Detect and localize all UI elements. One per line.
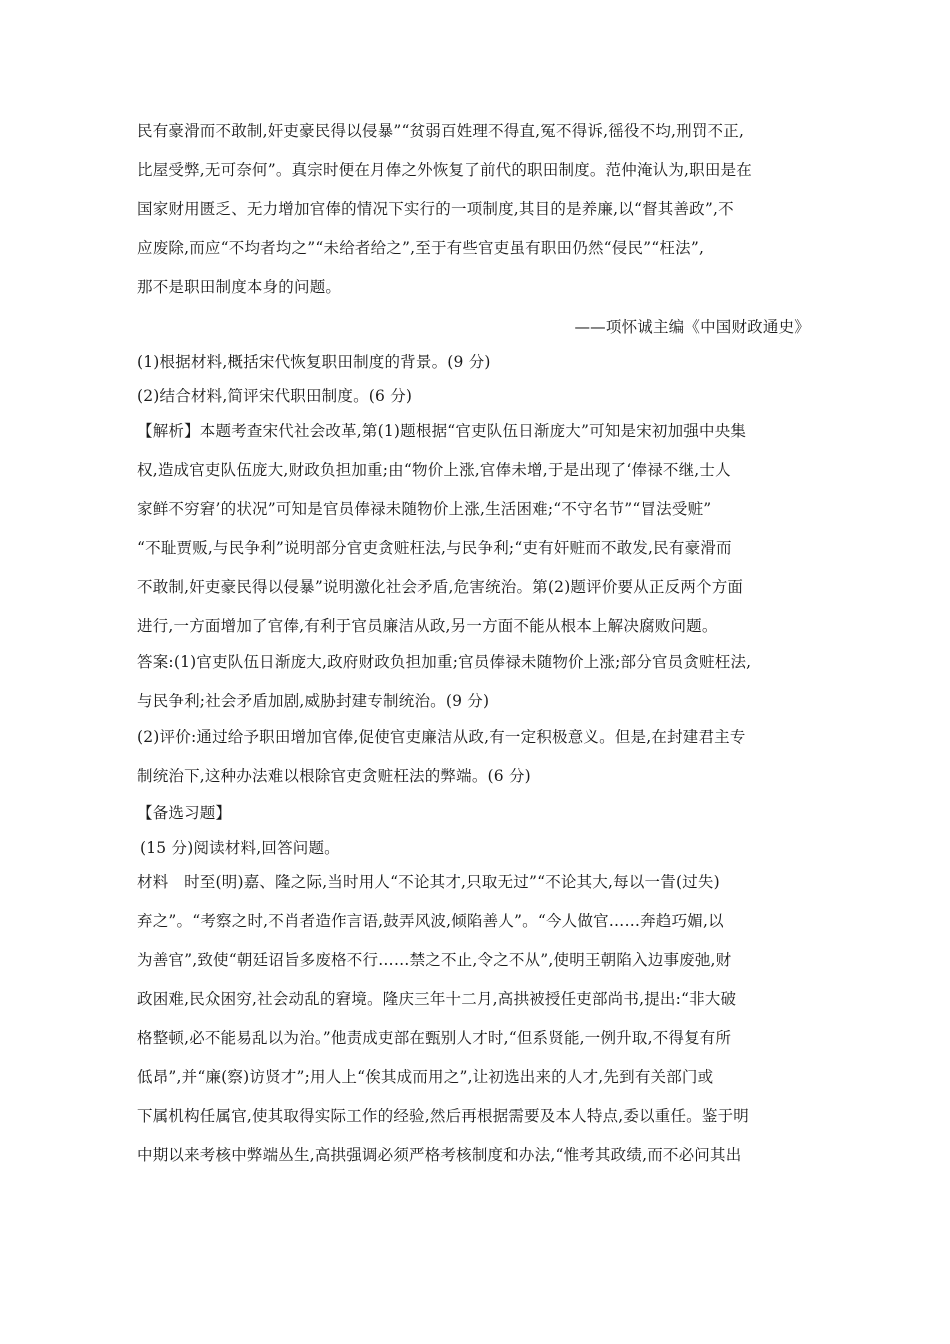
answer-line: 答案:(1)官吏队伍日渐庞大,政府财政负担加重;官员俸禄未随物价上涨;部分官员贪赃枉法, (137, 653, 752, 671)
analysis-line: 权,造成官吏队伍庞大,财政负担加重;由“物价上涨,官俸未增,于是出现了‘俸禄不继,士人 (137, 461, 731, 479)
text-line: 国家财用匮乏、无力增加官俸的情况下实行的一项制度,其目的是养廉,以“督其善政”,不 (137, 200, 734, 218)
source-citation: ——项怀诚主编《中国财政通史》 (574, 318, 810, 336)
material-line: 材料 时至(明)嘉、隆之际,当时用人“不论其才,只取无过”“不论其大,每以一眚(过失) (137, 873, 720, 891)
analysis-line: 不敢制,奸吏豪民得以侵暴”说明激化社会矛盾,危害统治。第(2)题评价要从正反两个方面 (137, 578, 744, 596)
material-line: 格整顿,必不能易乱以为治。”他责成吏部在甄别人才时,“但系贤能,一例升取,不得复有所 (137, 1029, 732, 1047)
analysis-line: 【解析】本题考查宋代社会改革,第(1)题根据“官吏队伍日渐庞大”可知是宋初加强中央集 (137, 422, 747, 440)
text-line: 应废除,而应“不均者均之”“未给者给之”,至于有些官吏虽有职田仍然“侵民”“枉法”, (137, 239, 705, 257)
answer-line: (2)评价:通过给予职田增加官俸,促使官吏廉洁从政,有一定积极意义。但是,在封建君主专 (137, 728, 746, 746)
material-line: 为善官”,致使“朝廷诏旨多废格不行……禁之不止,令之不从”,使明王朝陷入边事废弛,财 (137, 951, 732, 969)
question-2: (2)结合材料,简评宋代职田制度。(6 分) (137, 387, 413, 405)
question-1: (1)根据材料,概括宋代恢复职田制度的背景。(9 分) (137, 353, 491, 371)
material-line: 下属机构任属官,使其取得实际工作的经验,然后再根据需要及本人特点,委以重任。鉴于明 (137, 1107, 749, 1125)
answer-line: 与民争利;社会矛盾加剧,威胁封建专制统治。(9 分) (137, 692, 490, 710)
text-line: 那不是职田制度本身的问题。 (137, 278, 342, 296)
material-line: 政困难,民众困穷,社会动乱的窘境。隆庆三年十二月,高拱被授任吏部尚书,提出:“非大破 (137, 990, 737, 1008)
material-line: 弃之”。“考察之时,不肖者造作言语,鼓弄风波,倾陷善人”。“今人做官……奔趋巧媚,以 (137, 912, 724, 930)
text-line: 比屋受弊,无可奈何”。真宗时便在月俸之外恢复了前代的职田制度。范仲淹认为,职田是在 (137, 161, 752, 179)
analysis-line: “不耻贾贩,与民争利”说明部分官吏贪赃枉法,与民争利;“吏有奸赃而不敢发,民有豪滑而 (137, 539, 732, 557)
exercise-intro: (15 分)阅读材料,回答问题。 (140, 839, 340, 857)
analysis-line: 进行,一方面增加了官俸,有利于官员廉洁从政,另一方面不能从根本上解决腐败问题。 (137, 617, 718, 635)
analysis-line: 家鲜不穷窘’的状况”可知是官员俸禄未随物价上涨,生活困难;“不守名节”“冒法受赃” (137, 500, 712, 518)
material-line: 中期以来考核中弊端丛生,高拱强调必须严格考核制度和办法,“惟考其政绩,而不必问其出 (137, 1146, 742, 1164)
material-line: 低昂”,并“廉(察)访贤才”;用人上“俟其成而用之”,让初选出来的人才,先到有关部门或 (137, 1068, 714, 1086)
section-heading: 【备选习题】 (137, 804, 232, 822)
answer-line: 制统治下,这种办法难以根除官吏贪赃枉法的弊端。(6 分) (137, 767, 531, 785)
text-line: 民有豪滑而不敢制,奸吏豪民得以侵暴”“贫弱百姓理不得直,冤不得诉,徭役不均,刑罚不正, (137, 122, 745, 140)
